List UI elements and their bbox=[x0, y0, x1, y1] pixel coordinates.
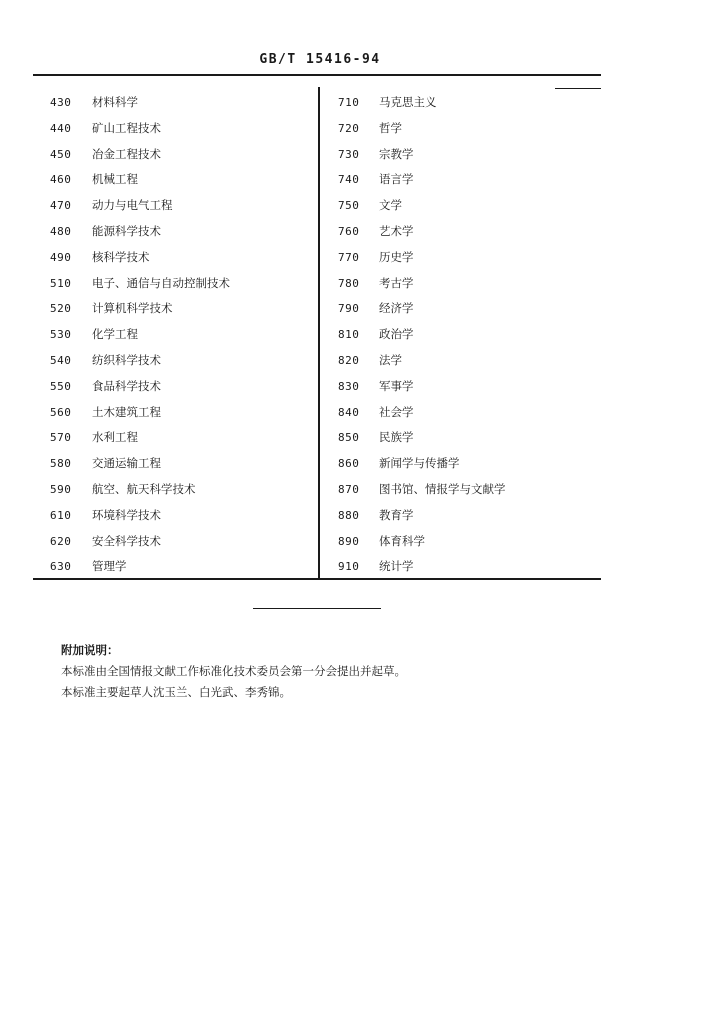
right-name: 文学 bbox=[379, 198, 402, 213]
right-name: 马克思主义 bbox=[379, 95, 437, 109]
left-code: 440 bbox=[50, 121, 72, 135]
left-name: 土木建筑工程 bbox=[92, 404, 161, 419]
left-name: 纺织科学技术 bbox=[92, 352, 161, 367]
right-name: 新闻学与传播学 bbox=[379, 456, 460, 471]
table-row bbox=[0, 477, 719, 503]
right-code: 870 bbox=[338, 482, 360, 496]
table-row bbox=[0, 219, 719, 245]
left-code: 550 bbox=[50, 379, 72, 393]
right-name: 经济学 bbox=[379, 301, 414, 316]
left-name: 材料科学 bbox=[92, 95, 138, 109]
left-name: 冶金工程技术 bbox=[92, 146, 161, 161]
left-code: 540 bbox=[50, 353, 72, 367]
table-row bbox=[0, 554, 719, 580]
table-row bbox=[0, 167, 719, 193]
right-name: 图书馆、情报学与文献学 bbox=[379, 481, 506, 496]
right-name: 体育科学 bbox=[379, 533, 425, 548]
left-code: 520 bbox=[50, 302, 72, 316]
left-name: 能源科学技术 bbox=[92, 223, 161, 238]
right-name: 哲学 bbox=[379, 120, 402, 135]
left-code: 570 bbox=[50, 431, 72, 445]
right-code: 830 bbox=[338, 379, 360, 393]
short-rule bbox=[555, 88, 601, 89]
right-code: 840 bbox=[338, 405, 360, 419]
right-name: 历史学 bbox=[379, 249, 414, 264]
left-code: 430 bbox=[50, 96, 72, 109]
discipline-code-table bbox=[0, 90, 719, 580]
left-name: 矿山工程技术 bbox=[92, 120, 161, 135]
left-name: 核科学技术 bbox=[92, 249, 150, 264]
right-code: 790 bbox=[338, 302, 360, 316]
right-code: 710 bbox=[338, 96, 360, 109]
right-name: 政治学 bbox=[379, 327, 414, 342]
notes-line: 本标准由全国情报文献工作标准化技术委员会第一分会提出并起草。 bbox=[61, 664, 406, 678]
left-name: 环境科学技术 bbox=[92, 507, 161, 522]
left-name: 交通运输工程 bbox=[92, 456, 161, 471]
left-code: 620 bbox=[50, 534, 72, 548]
left-code: 460 bbox=[50, 173, 72, 187]
right-code: 880 bbox=[338, 508, 360, 522]
left-code: 470 bbox=[50, 199, 72, 213]
table-row bbox=[0, 451, 719, 477]
top-rule bbox=[33, 74, 601, 76]
table-row bbox=[0, 193, 719, 219]
table-row bbox=[0, 90, 719, 116]
left-code: 590 bbox=[50, 482, 72, 496]
right-code: 810 bbox=[338, 328, 360, 342]
right-code: 780 bbox=[338, 276, 360, 290]
left-name: 计算机科学技术 bbox=[92, 301, 173, 316]
table-row bbox=[0, 245, 719, 271]
right-code: 770 bbox=[338, 250, 360, 264]
right-name: 法学 bbox=[379, 352, 402, 367]
right-name: 语言学 bbox=[379, 172, 414, 187]
left-code: 560 bbox=[50, 405, 72, 419]
left-code: 580 bbox=[50, 457, 72, 471]
left-code: 630 bbox=[50, 560, 72, 574]
notes-line: 本标准主要起草人沈玉兰、白光武、李秀锦。 bbox=[61, 685, 291, 699]
left-code: 450 bbox=[50, 147, 72, 161]
table-row bbox=[0, 348, 719, 374]
table-row bbox=[0, 322, 719, 348]
left-name: 机械工程 bbox=[92, 172, 138, 187]
table-row bbox=[0, 271, 719, 297]
right-code: 750 bbox=[338, 199, 360, 213]
notes-title: 附加说明： bbox=[61, 643, 119, 657]
right-name: 统计学 bbox=[379, 559, 414, 574]
right-name: 社会学 bbox=[379, 404, 414, 419]
right-code: 730 bbox=[338, 147, 360, 161]
right-code: 850 bbox=[338, 431, 360, 445]
table-row bbox=[0, 142, 719, 168]
left-code: 510 bbox=[50, 276, 72, 290]
right-code: 720 bbox=[338, 121, 360, 135]
right-code: 740 bbox=[338, 173, 360, 187]
left-code: 480 bbox=[50, 224, 72, 238]
right-name: 考古学 bbox=[379, 275, 414, 290]
right-name: 教育学 bbox=[379, 507, 414, 522]
left-code: 530 bbox=[50, 328, 72, 342]
additional-notes bbox=[61, 640, 621, 703]
left-name: 管理学 bbox=[92, 559, 127, 574]
right-name: 军事学 bbox=[379, 378, 414, 393]
right-code: 860 bbox=[338, 457, 360, 471]
right-name: 艺术学 bbox=[379, 223, 414, 238]
table-row bbox=[0, 503, 719, 529]
left-name: 安全科学技术 bbox=[92, 533, 161, 548]
table-row bbox=[0, 296, 719, 322]
table-row bbox=[0, 529, 719, 555]
separator-rule bbox=[253, 608, 381, 609]
left-name: 食品科学技术 bbox=[92, 378, 161, 393]
left-name: 航空、航天科学技术 bbox=[92, 481, 196, 496]
right-name: 民族学 bbox=[379, 430, 414, 445]
table-row bbox=[0, 116, 719, 142]
right-name: 宗教学 bbox=[379, 146, 414, 161]
left-name: 化学工程 bbox=[92, 327, 138, 342]
right-code: 910 bbox=[338, 560, 360, 574]
left-code: 490 bbox=[50, 250, 72, 264]
standard-header: GB/T 15416-94 bbox=[259, 52, 381, 67]
left-code: 610 bbox=[50, 508, 72, 522]
left-name: 动力与电气工程 bbox=[92, 198, 173, 213]
table-row bbox=[0, 400, 719, 426]
left-name: 电子、通信与自动控制技术 bbox=[92, 275, 230, 290]
table-row bbox=[0, 425, 719, 451]
right-code: 890 bbox=[338, 534, 360, 548]
table-row bbox=[0, 374, 719, 400]
left-name: 水利工程 bbox=[92, 430, 138, 445]
right-code: 760 bbox=[338, 224, 360, 238]
right-code: 820 bbox=[338, 353, 360, 367]
